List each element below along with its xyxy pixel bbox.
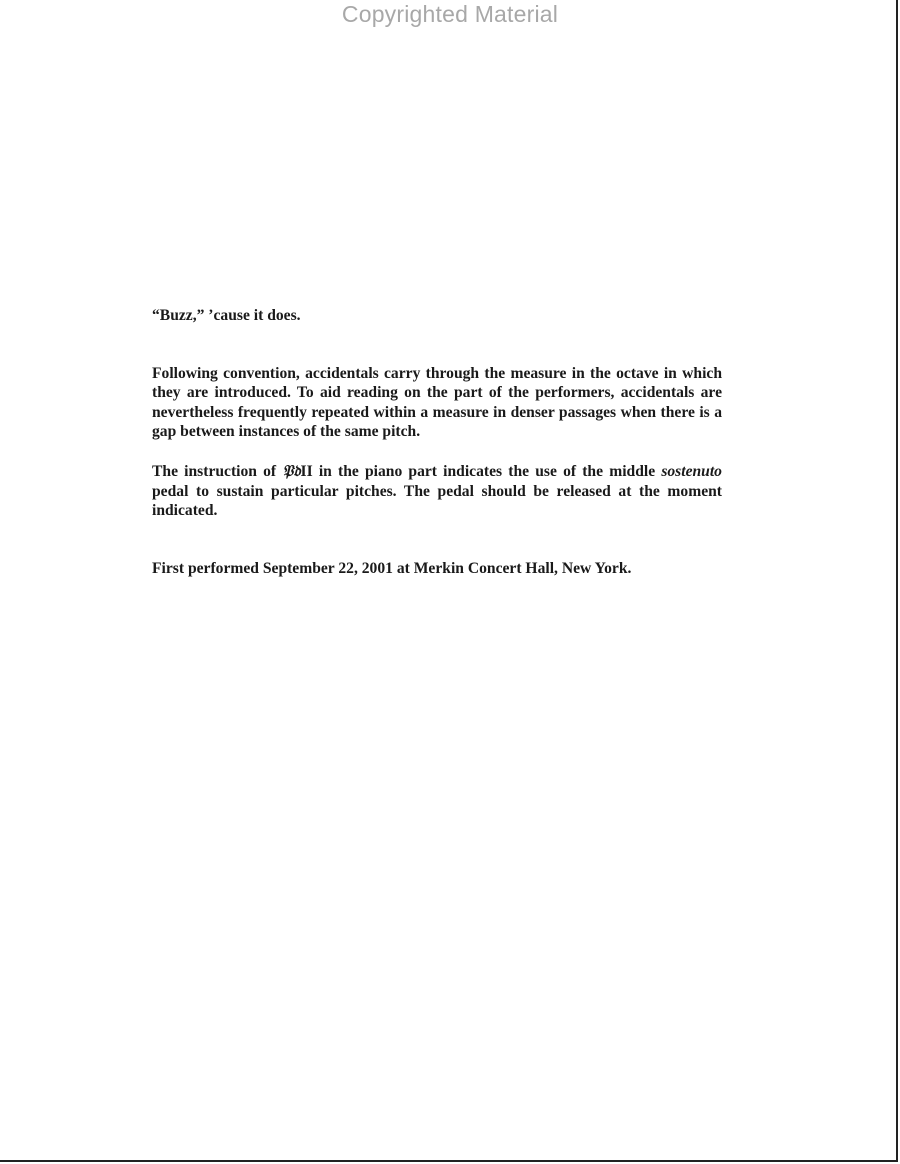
title-explanation: “Buzz,” ’cause it does. [152, 307, 301, 324]
pedal-note-middle: II in the piano part indicates the use of the middle [300, 462, 662, 480]
premiere-note: First performed September 22, 2001 at Merkin Concert Hall, New York. [152, 559, 632, 577]
preface-text-block [152, 306, 722, 578]
pedal-note-rest: pedal to sustain particular pitches. The pedal should be released at the moment indicated. [152, 482, 722, 520]
pedal-symbol: 𝔓𝔡 [282, 460, 301, 480]
accidentals-note: Following convention, accidentals carry through the measure in the octave in which they are introduced. To aid reading on the part of the performers, accidentals are nevertheless frequently repeated within a measure in denser passages when there is a gap between instances of the same pitch. [152, 364, 722, 441]
copyright-watermark: Copyrighted Material [341, 1, 559, 27]
pedal-note [152, 461, 722, 521]
sostenuto-term: sostenuto [661, 462, 722, 480]
pedal-note-intro: The instruction of [152, 462, 283, 480]
